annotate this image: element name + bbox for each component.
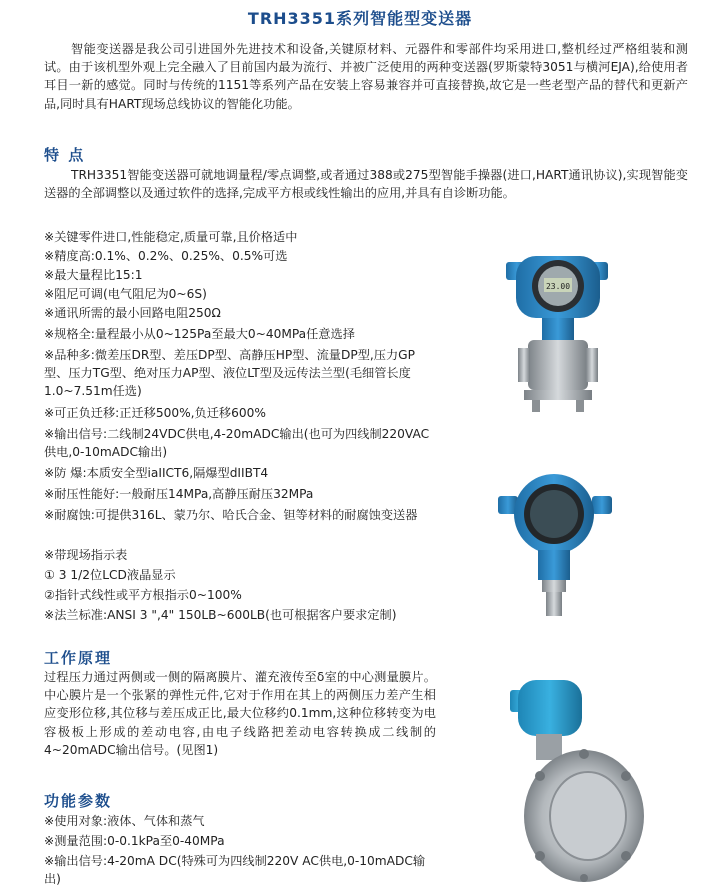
feature-item: ※可正负迁移:正迁移500%,负迁移600%: [44, 406, 266, 420]
params-heading: 功能参数: [44, 792, 113, 810]
lcd-readout: 23.00: [545, 282, 571, 291]
feature-item: ※通讯所需的最小回路电阻250Ω: [44, 306, 221, 320]
page-title: TRH3351系列智能型变送器: [247, 9, 473, 28]
feature-item: ※最大量程比15:1: [44, 268, 143, 282]
feature-item: ※阻尼可调(电气阻尼为0~6S): [44, 287, 207, 301]
feature-item: ① 3 1/2位LCD液晶显示: [44, 568, 176, 582]
feature-item: ②指针式线性或平方根指示0~100%: [44, 588, 242, 602]
param-item: ※使用对象:液体、气体和蒸气: [44, 814, 205, 828]
feature-item: ※防 爆:本质安全型iaIICT6,隔爆型dIIBT4: [44, 466, 269, 480]
param-item: ※测量范围:0-0.1kPa至0-40MPa: [44, 834, 225, 848]
feature-item: ※关键零件进口,性能稳定,质量可靠,且价格适中: [44, 230, 298, 244]
features-heading: 特 点: [44, 146, 86, 164]
features-intro: TRH3351智能变送器可就地调量程/零点调整,或者通过388或275型智能手操器(进口,HART通讯协议),实现智能变送器的全部调整以及通过软件的选择,完成平方根或线性输出的应用,并具有自诊断功能。: [44, 168, 688, 201]
feature-item: ※耐压性能好:一般耐压14MPa,高静压耐压32MPa: [44, 487, 314, 501]
feature-item: ※输出信号:二线制24VDC供电,4-20mADC输出(也可为四线制220VAC供电,0-10mADC输出): [44, 427, 430, 460]
feature-item: ※规格全:量程最小从0~125Pa至最大0~40MPa任意选择: [44, 327, 355, 341]
feature-item: ※带现场指示表: [44, 548, 128, 562]
principle-paragraph: 过程压力通过两侧或一侧的隔离膜片、灌充液传至δ室的中心测量膜片。中心膜片是一个张紧的弹性元件,它对于作用在其上的两侧压力差产生相应变形位移,其位移与差压成正比,最大位移约0.1mm,这种位移转变为电容极板上形成的差动电容,由电子线路把差动电容转换成二线制的4~20mADC输出信号。(见图1): [44, 670, 436, 757]
feature-item: ※法兰标准:ANSI 3 ",4" 150LB~600LB(也可根据客户要求定制): [44, 608, 397, 622]
intro-paragraph: 智能变送器是我公司引进国外先进技术和设备,关键原材料、元器件和零部件均采用进口,整机经过严格组装和测试。由于该机型外观上完全融入了目前国内最为流行、并被广泛使用的两种变送器(罗斯蒙特3051与横河EJA),给使用者耳目一新的感觉。同时与传统的1151等系列产品在安装上容易兼容并可直接替换,故它是一些老型产品的替代和更新产品,同时具有HART现场总线协议的智能化功能。: [44, 42, 688, 111]
pressure-transmitter-photo: [496, 470, 616, 620]
dp-transmitter-photo: [488, 250, 628, 420]
param-item: ※输出信号:4-20mA DC(特殊可为四线制220V AC供电,0-10mADC输出): [44, 854, 426, 887]
feature-item: ※精度高:0.1%、0.2%、0.25%、0.5%可选: [44, 249, 288, 263]
feature-item: ※品种多:微差压DR型、差压DP型、高静压HP型、流量DP型,压力GP型、压力TG型、绝对压力AP型、液位LT型及远传法兰型(毛细管长度1.0~7.51m任选): [44, 348, 415, 399]
flange-transmitter-photo: [496, 676, 646, 886]
principle-heading: 工作原理: [44, 649, 113, 667]
feature-item: ※耐腐蚀:可提供316L、蒙乃尔、哈氏合金、钽等材料的耐腐蚀变送器: [44, 508, 418, 522]
